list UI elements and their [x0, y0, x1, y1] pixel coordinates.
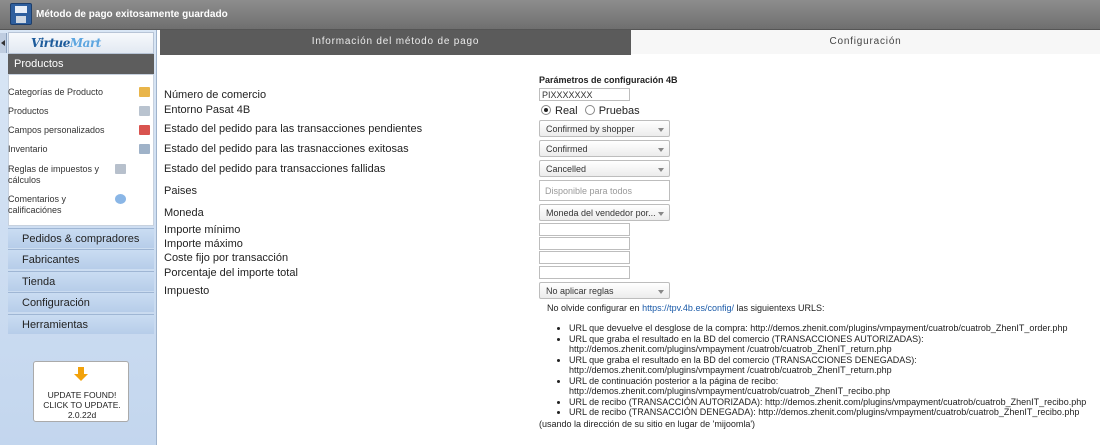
sidebar-item-label: Inventario — [8, 144, 48, 154]
category-icon — [139, 87, 150, 97]
fixed-cost-input[interactable] — [539, 251, 630, 264]
sidebar-category-pedidos[interactable]: Pedidos & compradores — [8, 228, 154, 248]
max-amount-label: Importe máximo — [164, 238, 243, 250]
update-version: 2.0.22d — [67, 410, 97, 420]
select-value: Confirmed by shopper — [546, 124, 635, 134]
percentage-label: Porcentaje del importe total — [164, 267, 298, 279]
percentage-input[interactable] — [539, 266, 630, 279]
failed-status-label: Estado del pedido para transacciones fallidas — [164, 163, 386, 175]
virtuemart-logo[interactable]: VirtueMart — [8, 32, 154, 54]
environment-radio-group — [541, 105, 640, 117]
sidebar-header-productos[interactable]: Productos — [8, 54, 154, 74]
sidebar-item-label: Categorías de Producto — [8, 87, 104, 97]
sidebar-item-label: Campos personalizados — [8, 125, 105, 135]
url-list — [569, 323, 1094, 418]
footnote: (usando la dirección de su sitio en lugar de 'mijoomla') — [539, 419, 756, 429]
tax-select[interactable] — [539, 282, 670, 299]
download-arrow-icon — [74, 367, 88, 381]
top-bar — [0, 0, 1100, 30]
sidebar-category-fabricantes[interactable]: Fabricantes — [8, 249, 154, 269]
select-value: Confirmed — [546, 144, 588, 154]
list-item: • URL que devuelve el desglose de la compra: http://demos.zhenit.com/plugins/vmpayment/cuatrob/cuatrob_ZhenIT_order.php — [569, 323, 1094, 334]
sidebar-item-label: Productos — [8, 106, 49, 116]
currency-label: Moneda — [164, 207, 204, 219]
sidebar-item-impuestos[interactable] — [8, 164, 108, 186]
inventory-icon — [139, 144, 150, 154]
chevron-down-icon — [658, 128, 664, 132]
radio-pruebas-label: Pruebas — [598, 105, 640, 117]
sidebar-category-tienda[interactable]: Tienda — [8, 271, 154, 291]
note-suffix: las siguientexs URLS: — [736, 303, 825, 313]
min-amount-input[interactable] — [539, 223, 630, 236]
note-prefix: No olvide configurar en — [547, 303, 640, 313]
countries-multiselect[interactable]: Disponible para todos — [539, 180, 670, 201]
status-message: Método de pago exitosamente guardado — [36, 9, 228, 20]
merchant-label: Número de comercio — [164, 89, 267, 101]
chevron-down-icon — [658, 148, 664, 152]
list-item: • URL que graba el resultado en la BD del comercio (TRANSACCIONES DENEGADAS): http://demos.zhenit.com/plugins/vmpayment /cuatrob/cuatrob_ZhenIT_return.php — [569, 355, 1094, 376]
failed-status-select[interactable] — [539, 160, 670, 177]
comments-icon — [115, 194, 126, 204]
sidebar-item-campos[interactable] — [8, 125, 138, 136]
save-icon — [10, 3, 32, 25]
radio-real[interactable] — [541, 105, 551, 115]
sidebar-item-inventario[interactable] — [8, 144, 138, 155]
config-note — [547, 303, 825, 313]
min-amount-label: Importe mínimo — [164, 224, 241, 236]
select-value: Moneda del vendedor por... — [546, 208, 656, 218]
product-icon — [139, 106, 150, 116]
tab-informacion[interactable]: Información del método de pago — [160, 30, 631, 55]
chevron-down-icon — [658, 290, 664, 294]
calculator-icon — [115, 164, 126, 174]
list-item: • URL que graba el resultado en la BD del comercio (TRANSACCIONES AUTORIZADAS): http://demos.zhenit.com/plugins/vmpayment /cuatrob/cuatrob_ZhenIT_return.php — [569, 334, 1094, 355]
radio-real-label: Real — [555, 105, 578, 117]
sidebar-item-label: Reglas de impuestos y cálculos — [8, 164, 100, 185]
list-item: • URL de recibo (TRANSACCIÓN DENEGADA): http://demos.zhenit.com/plugins/vmpayment/cuatrob/cuatrob_ZhenIT_recibo.php — [569, 407, 1094, 418]
config-link[interactable]: https://tpv.4b.es/config/ — [642, 303, 734, 313]
collapse-sidebar-button[interactable] — [0, 33, 7, 53]
select-value: No aplicar reglas — [546, 286, 614, 296]
radio-pruebas[interactable] — [585, 105, 595, 115]
sidebar-item-productos[interactable] — [8, 106, 138, 117]
section-title: Parámetros de configuración 4B — [539, 75, 678, 85]
tax-label: Impuesto — [164, 285, 210, 297]
max-amount-input[interactable] — [539, 237, 630, 250]
countries-label: Paises — [164, 185, 198, 197]
pending-status-label: Estado del pedido para las transacciones pendientes — [164, 123, 423, 135]
success-status-select[interactable] — [539, 140, 670, 157]
chevron-down-icon — [658, 212, 664, 216]
update-button[interactable] — [33, 361, 129, 422]
tab-configuracion[interactable]: Configuración — [631, 30, 1100, 55]
sidebar-category-herramientas[interactable]: Herramientas — [8, 314, 154, 334]
list-item: • URL de recibo (TRANSACCIÓN AUTORIZADA): http://demos.zhenit.com/plugins/vmpayment/cuatrob/cuatrob_ZhenIT_recibo.php — [569, 397, 1094, 408]
list-item: • URL de continuación posterior a la página de recibo: http://demos.zhenit.com/plugins/vmpayment/cuatrob/cuatrob_ZhenIT_recibo.php — [569, 376, 1094, 397]
update-line1: UPDATE FOUND! — [47, 390, 117, 400]
success-status-label: Estado del pedido para las trasnacciones exitosas — [164, 143, 409, 155]
sidebar-category-configuracion[interactable]: Configuración — [8, 292, 154, 312]
fixed-cost-label: Coste fijo por transacción — [164, 252, 289, 264]
pending-status-select[interactable] — [539, 120, 670, 137]
custom-fields-icon — [139, 125, 150, 135]
update-line2: CLICK TO UPDATE. — [43, 400, 121, 410]
merchant-number-input[interactable] — [539, 88, 630, 101]
currency-select[interactable] — [539, 204, 670, 221]
sidebar-item-label: Comentarios y calificaciónes — [8, 194, 67, 215]
sidebar-item-comentarios[interactable] — [8, 194, 98, 216]
sidebar — [0, 30, 157, 445]
select-value: Cancelled — [546, 164, 587, 174]
chevron-down-icon — [658, 168, 664, 172]
sidebar-item-categorias[interactable] — [8, 87, 138, 98]
environment-label: Entorno Pasat 4B — [164, 104, 251, 116]
